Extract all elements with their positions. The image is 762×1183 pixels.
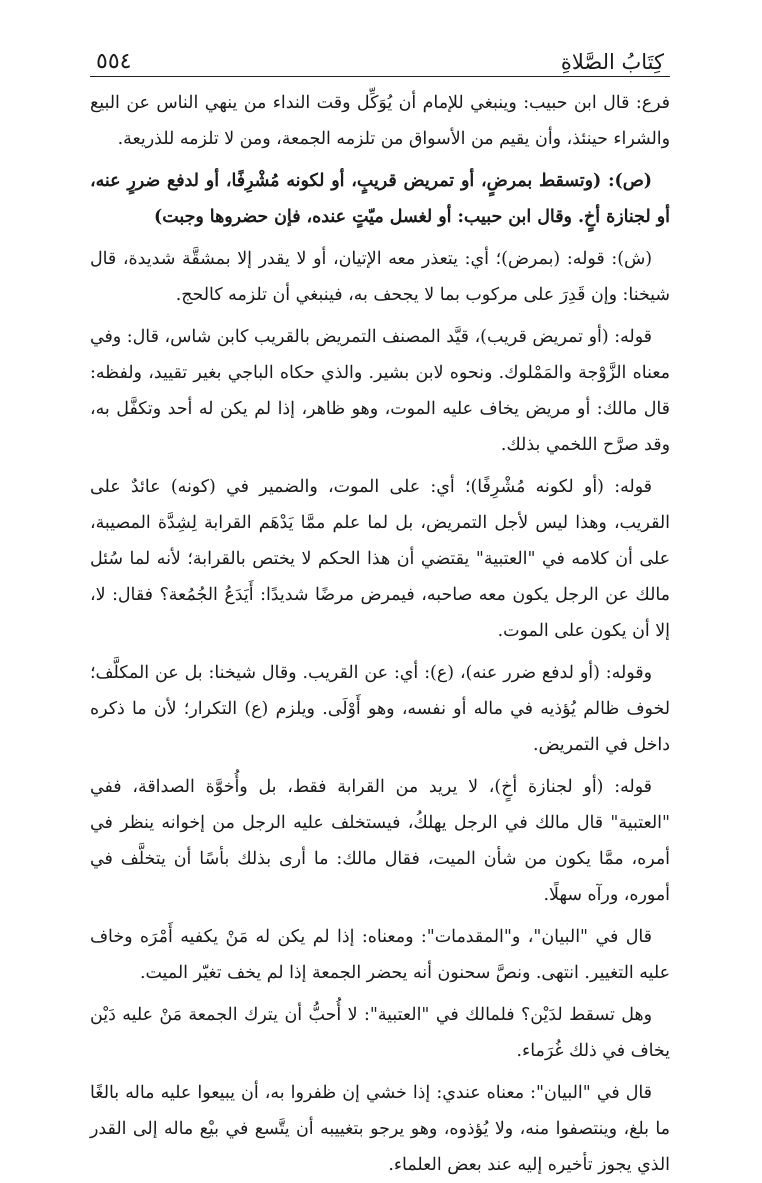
page-number: ٥٥٤ bbox=[96, 49, 132, 74]
paragraph-far: فرع: قال ابن حبيب: وينبغي للإمام أن يُوَكِّل وقت النداء من ينهي الناس عن البيع والشراء حينئذ، وأن يقيم من الأسواق من تلزمه الجمعة، ومن لا تلزمه للذريعة. bbox=[90, 93, 670, 149]
paragraph-daf-darar: وقوله: (أو لدفع ضرر عنه)، (ع): أي: عن القريب. وقال شيخنا: بل عن المكلَّف؛ لخوف ظالم يُؤذيه في ماله أو نفسه، وهو أَوْلَى. ويلزم (ع) التكرار؛ لأن ما ذكره داخل في التمريض. bbox=[90, 663, 670, 755]
paragraph-sharh: (ش): قوله: (بمرض)؛ أي: يتعذر معه الإتيان، أو لا يقدر إلا بمشقَّة شديدة، قال شيخنا: وإن قَدِرَ على مركوب بما لا يجحف به، فينبغي أن تلزمه كالحج. bbox=[90, 249, 670, 305]
running-title: كِتَابُ الصَّلاةِ bbox=[560, 50, 664, 74]
paragraph-mushrif: قوله: (أو لكونه مُشْرِفًا)؛ أي: على الموت، والضمير في (كونه) عائدٌ على القريب، وهذا ليس لأجل التمريض، بل لما علم ممَّا يَدْهَم القرابة لِشِدَّة المصيبة، على أن كلامه في "العتبية" يقتضي أن هذا الحكم لا يختص بالقرابة؛ لأنه لما سُئل مالك عن الرجل يكون معه صاحبه، فيمرض مرضًا شديدًا: أَيَدَعُ الجُمُعة؟ فقال: لا، إلا أن يكون على الموت. bbox=[90, 477, 670, 641]
paragraph-tamrid: قوله: (أو تمريض قريب)، قيَّد المصنف التمريض بالقريب كابن شاس، قال: وفي معناه الزَّوْجة والمَمْلوك. ونحوه لابن بشير. والذي حكاه الباجي بغير تقييد، ولفظه: قال مالك: أو مريض يخاف عليه الموت، وهو ظاهر، إذا لم يكن له أحد وتكفَّل به، وقد صرَّح اللخمي بذلك. bbox=[90, 327, 670, 455]
paragraph-matn: (ص): (وتسقط بمرضٍ، أو تمريض قريبٍ، أو لكونه مُشْرِفًا، أو لدفع ضررٍ عنه، أو لجنازة أخٍ. وقال ابن حبيب: أو لغسل ميّتٍ عنده، فإن حضروها وجبت) bbox=[90, 171, 670, 227]
paragraph-bayan-meaning: قال في "البيان": معناه عندي: إذا خشي إن ظفروا به، أن يبيعوا عليه ماله بالغًا ما بلغ، وينتصفوا منه، ولا يُؤذوه، وهو يرجو بتغييبه أن يتَّسع في بيْع ماله إلى القدر الذي يجوز تأخيره إليه عند بعض العلماء. bbox=[90, 1083, 670, 1175]
body-text bbox=[90, 77, 670, 1183]
paragraph-dayn: وهل تسقط لدَيْن؟ فلمالك في "العتبية": لا أُحبُّ أن يترك الجمعة مَنْ عليه دَيْن يخاف في ذلك غُرَماء. bbox=[90, 1005, 670, 1061]
paragraph-bayan: قال في "البيان"، و"المقدمات": ومعناه: إذا لم يكن له مَنْ يكفيه أَمْرَه وخاف عليه التغيير. انتهى. ونصَّ سحنون أنه يحضر الجمعة إذا لم يخف تغيّر الميت. bbox=[90, 927, 670, 983]
running-header bbox=[90, 42, 670, 77]
paragraph-janaza: قوله: (أو لجنازة أخٍ)، لا يريد من القرابة فقط، بل وأُخوَّة الصداقة، ففي "العتبية" قال مالك في الرجل يهلكُ، فيستخلف عليه الرجل من إخوانه ينظر في أمره، ممَّا يكون من شأن الميت، فقال مالك: ما أرى بذلك بأسًا أن يتخلَّف في أموره، ورآه سهلًا. bbox=[90, 777, 670, 905]
